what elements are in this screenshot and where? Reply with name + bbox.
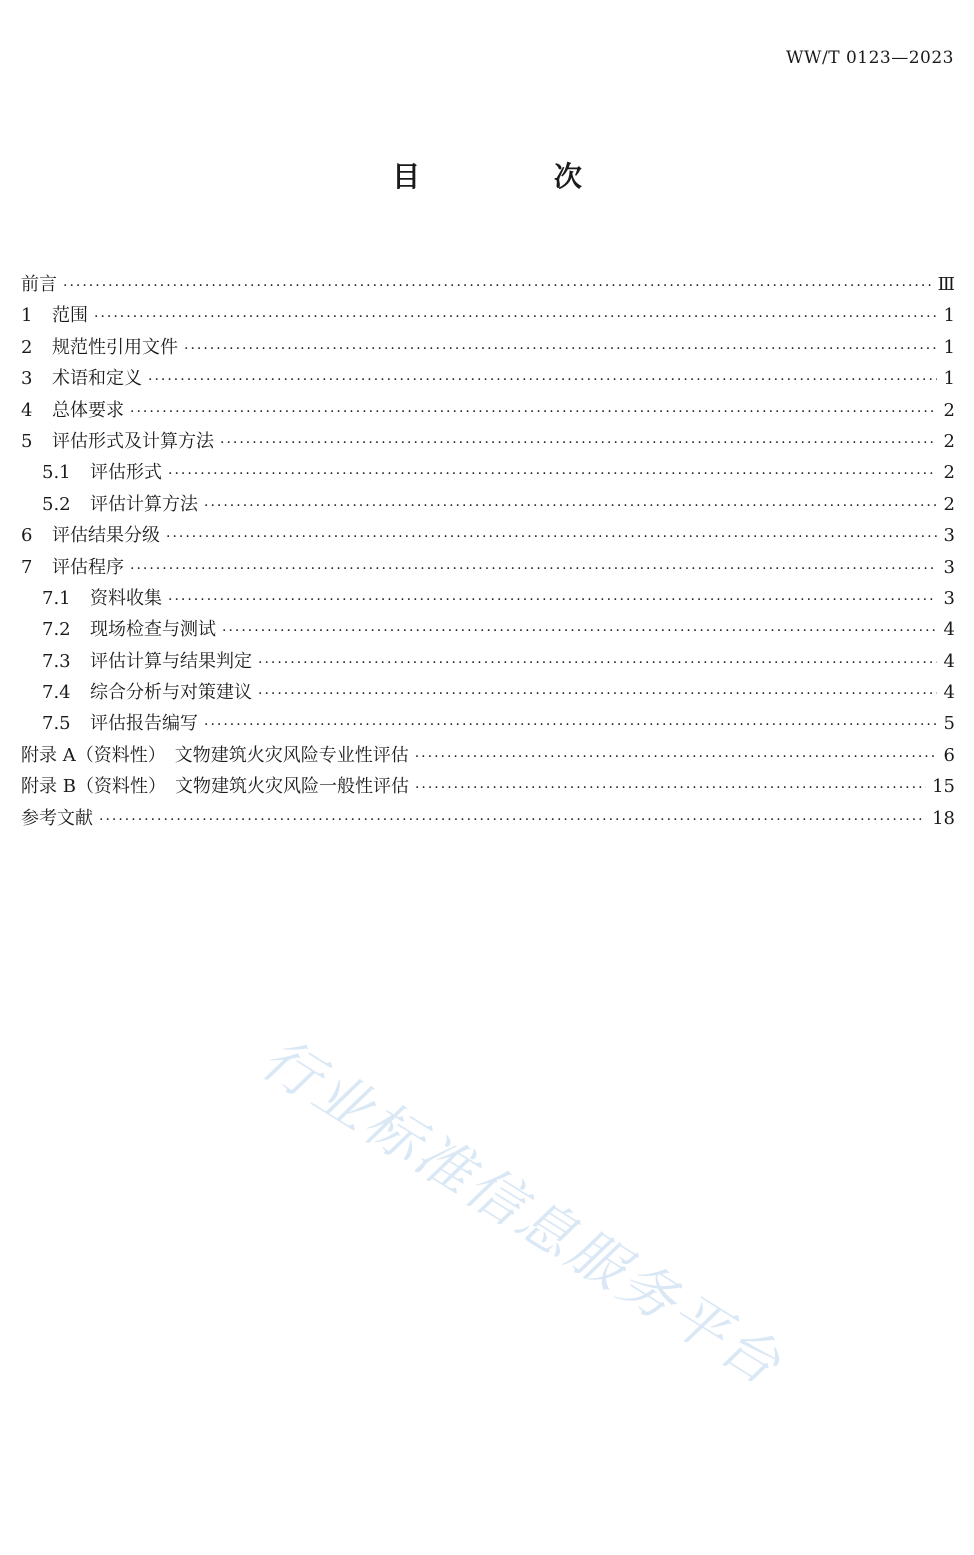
table-of-contents <box>21 270 955 835</box>
toc-entry-label: 现场检查与测试 <box>90 619 216 641</box>
dot-leader <box>148 372 937 388</box>
toc-entry-number: 5 <box>21 430 33 452</box>
toc-entry-label: 参考文献 <box>21 807 93 829</box>
toc-entry[interactable] <box>21 490 955 521</box>
page-title: 目 次 <box>392 160 644 193</box>
toc-entry-page: 3 <box>943 525 955 547</box>
toc-entry-label: 评估报告编写 <box>90 713 198 735</box>
standard-code: WW/T 0123—2023 <box>786 48 954 68</box>
toc-entry[interactable] <box>21 584 955 615</box>
toc-entry-number: 7.2 <box>42 619 71 641</box>
dot-leader <box>204 717 937 733</box>
dot-leader <box>168 592 937 608</box>
toc-entry-label: 规范性引用文件 <box>52 336 178 358</box>
toc-entry-label: 综合分析与对策建议 <box>90 682 252 704</box>
toc-entry-page: 1 <box>943 305 955 327</box>
toc-entry-label: 附录 A（资料性） 文物建筑火灾风险专业性评估 <box>21 744 409 766</box>
toc-entry-page: 2 <box>943 462 955 484</box>
toc-entry-page: 2 <box>943 399 955 421</box>
toc-entry-label: 资料收集 <box>90 587 162 609</box>
dot-leader <box>258 655 937 671</box>
dot-leader <box>99 812 926 828</box>
toc-entry[interactable] <box>21 741 955 772</box>
toc-entry-page: 18 <box>932 807 955 829</box>
toc-entry-number: 7.4 <box>42 682 71 704</box>
toc-entry-number: 5.1 <box>42 462 71 484</box>
toc-entry[interactable] <box>21 270 955 301</box>
toc-entry[interactable] <box>21 364 955 395</box>
toc-entry-number: 1 <box>21 305 33 327</box>
toc-entry[interactable] <box>21 458 955 489</box>
dot-leader <box>258 686 937 702</box>
toc-entry[interactable] <box>21 678 955 709</box>
dot-leader <box>415 749 937 765</box>
watermark: 行业标准信息服务平台 <box>250 1026 794 1400</box>
toc-entry-label: 评估结果分级 <box>52 525 160 547</box>
toc-entry-label: 评估形式及计算方法 <box>52 430 214 452</box>
toc-entry-page: 4 <box>943 650 955 672</box>
dot-leader <box>204 498 937 514</box>
toc-entry-number: 3 <box>21 368 33 390</box>
toc-entry[interactable] <box>21 615 955 646</box>
dot-leader <box>130 404 937 420</box>
toc-entry-page: 1 <box>943 336 955 358</box>
toc-entry-label: 附录 B（资料性） 文物建筑火灾风险一般性评估 <box>21 776 409 798</box>
toc-entry-page: 2 <box>943 493 955 515</box>
toc-entry[interactable] <box>21 427 955 458</box>
toc-entry-page: 3 <box>943 587 955 609</box>
toc-entry[interactable] <box>21 647 955 678</box>
toc-entry-page: 4 <box>943 682 955 704</box>
toc-entry-number: 7.5 <box>42 713 71 735</box>
toc-entry-number: 7.1 <box>42 587 71 609</box>
toc-entry-page: 2 <box>943 430 955 452</box>
toc-entry-label: 范围 <box>52 305 88 327</box>
toc-entry-label: 术语和定义 <box>52 368 142 390</box>
toc-entry-page: 6 <box>943 744 955 766</box>
dot-leader <box>130 561 937 577</box>
toc-entry-number: 6 <box>21 525 33 547</box>
dot-leader <box>63 278 932 294</box>
toc-entry-page: 15 <box>932 776 955 798</box>
toc-entry[interactable] <box>21 709 955 740</box>
toc-entry-page: 1 <box>943 368 955 390</box>
toc-entry[interactable] <box>21 804 955 835</box>
toc-entry-label: 总体要求 <box>52 399 124 421</box>
toc-entry-page: 3 <box>943 556 955 578</box>
dot-leader <box>220 435 937 451</box>
toc-entry-number: 5.2 <box>42 493 71 515</box>
toc-entry-number: 4 <box>21 399 33 421</box>
toc-entry[interactable] <box>21 553 955 584</box>
dot-leader <box>415 780 926 796</box>
toc-entry-number: 7.3 <box>42 650 71 672</box>
toc-entry[interactable] <box>21 301 955 332</box>
dot-leader <box>168 466 937 482</box>
toc-entry-number: 7 <box>21 556 33 578</box>
toc-entry-label: 评估程序 <box>52 556 124 578</box>
toc-entry-page: Ⅲ <box>937 274 955 295</box>
toc-entry-page: 5 <box>943 713 955 735</box>
dot-leader <box>94 309 937 325</box>
toc-entry-label: 评估计算方法 <box>90 493 198 515</box>
toc-entry[interactable] <box>21 333 955 364</box>
dot-leader <box>184 341 937 357</box>
dot-leader <box>222 623 937 639</box>
toc-entry[interactable] <box>21 396 955 427</box>
dot-leader <box>166 529 937 545</box>
toc-entry-number: 2 <box>21 336 33 358</box>
toc-entry-page: 4 <box>943 619 955 641</box>
toc-entry-label: 评估计算与结果判定 <box>90 650 252 672</box>
toc-entry-label: 前言 <box>21 274 57 295</box>
toc-entry-label: 评估形式 <box>90 462 162 484</box>
toc-entry[interactable] <box>21 521 955 552</box>
toc-entry[interactable] <box>21 772 955 803</box>
